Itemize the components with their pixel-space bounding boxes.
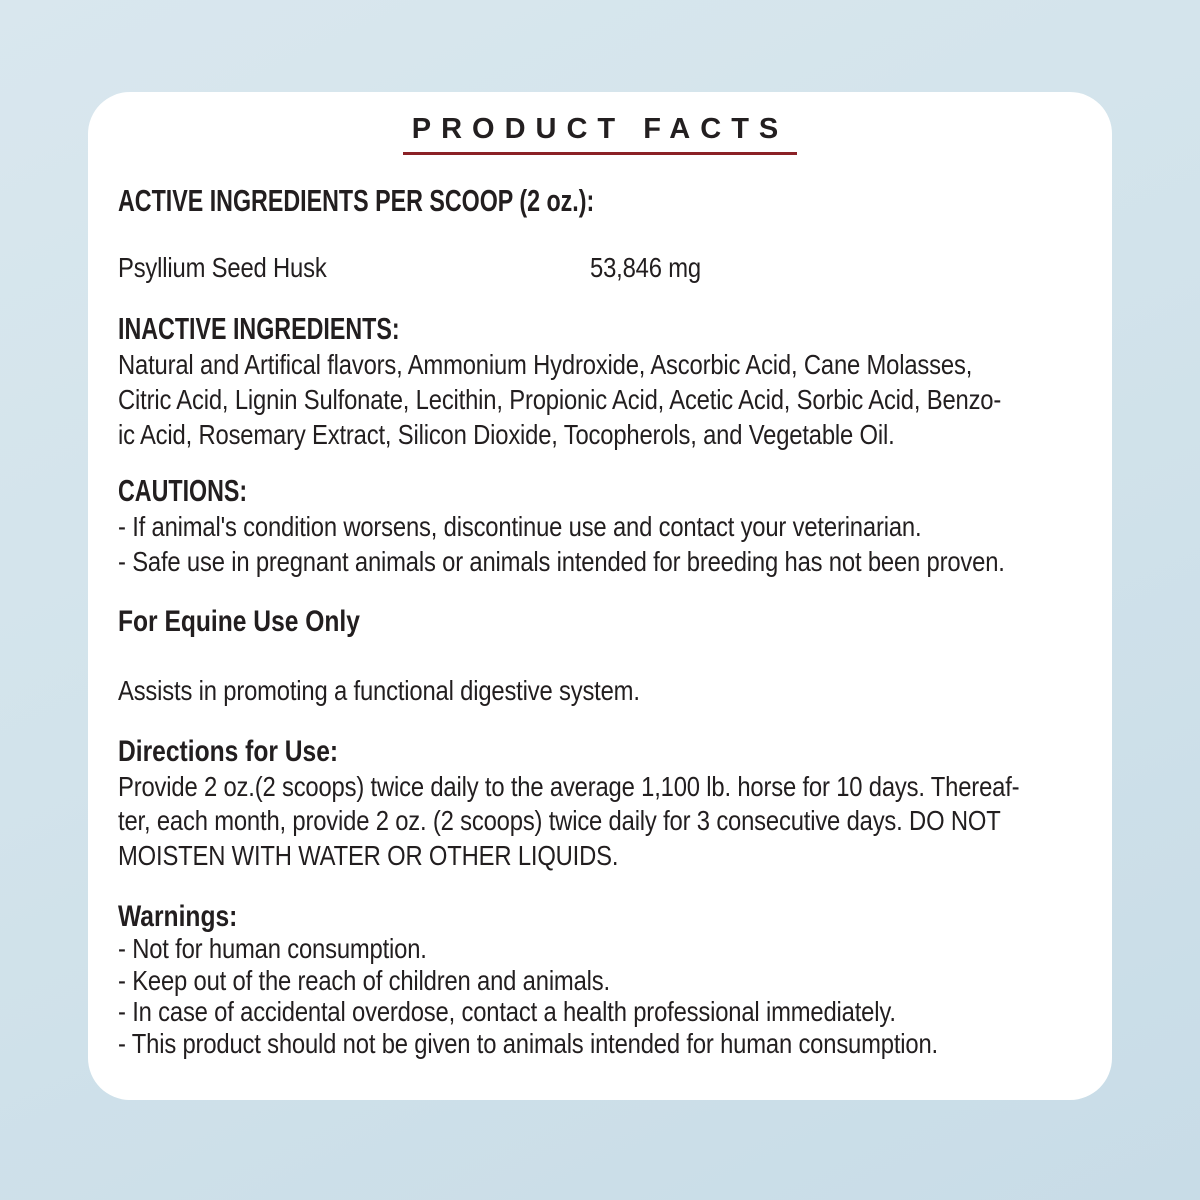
warnings-line: - Not for human consumption. [118,932,427,964]
cautions-line: - Safe use in pregnant animals or animals intended for breeding has not been proven. [118,546,1005,577]
directions-section [118,735,1102,873]
title-underline [403,152,797,155]
warnings-line: - In case of accidental overdose, contact a health professional immediately. [118,996,896,1028]
directions-line: Provide 2 oz.(2 scoops) twice daily to the average 1,100 lb. horse for 10 days. Thereaf- [118,770,1020,802]
directions-line: MOISTEN WITH WATER OR OTHER LIQUIDS. [118,839,619,871]
active-ingredients-heading-block [118,183,1102,219]
warnings-section [118,901,1102,1060]
inactive-ingredients-line: Citric Acid, Lignin Sulfonate, Lecithin, Propionic Acid, Acetic Acid, Sorbic Acid, Benzo- [118,384,1002,415]
warnings-heading: Warnings: [118,900,238,933]
purpose-text: Assists in promoting a functional digestive system. [118,675,640,706]
warnings-line: - Keep out of the reach of children and animals. [118,964,610,996]
equine-note-block [118,605,1102,639]
inactive-ingredients-line: Natural and Artifical flavors, Ammonium Hydroxide, Ascorbic Acid, Cane Molasses, [118,349,973,380]
directions-heading: Directions for Use: [118,735,339,768]
cautions-heading: CAUTIONS: [118,473,248,508]
page-title: PRODUCT FACTS [411,113,789,145]
directions-line: ter, each month, provide 2 oz. (2 scoops) twice daily for 3 consecutive days. DO NOT [118,805,1001,836]
inactive-ingredients-line: ic Acid, Rosemary Extract, Silicon Dioxide, Tocopherols, and Vegetable Oil. [118,419,895,450]
product-facts-card [88,92,1112,1100]
cautions-section [118,473,1102,579]
purpose-block [118,673,1102,708]
inactive-ingredients-heading: INACTIVE INGREDIENTS: [118,311,400,346]
inactive-ingredients-section [118,311,1102,452]
warnings-line: - This product should not be given to animals intended for human consumption. [118,1028,938,1060]
active-ingredient-row [118,250,1142,285]
title-row [88,113,1112,146]
cautions-line: - If animal's condition worsens, discontinue use and contact your veterinarian. [118,511,922,542]
active-ingredients-heading: ACTIVE INGREDIENTS PER SCOOP (2 oz.): [118,183,595,218]
ingredient-amount: 53,846 mg [590,252,701,283]
equine-note: For Equine Use Only [118,605,360,638]
ingredient-name: Psyllium Seed Husk [118,252,327,283]
